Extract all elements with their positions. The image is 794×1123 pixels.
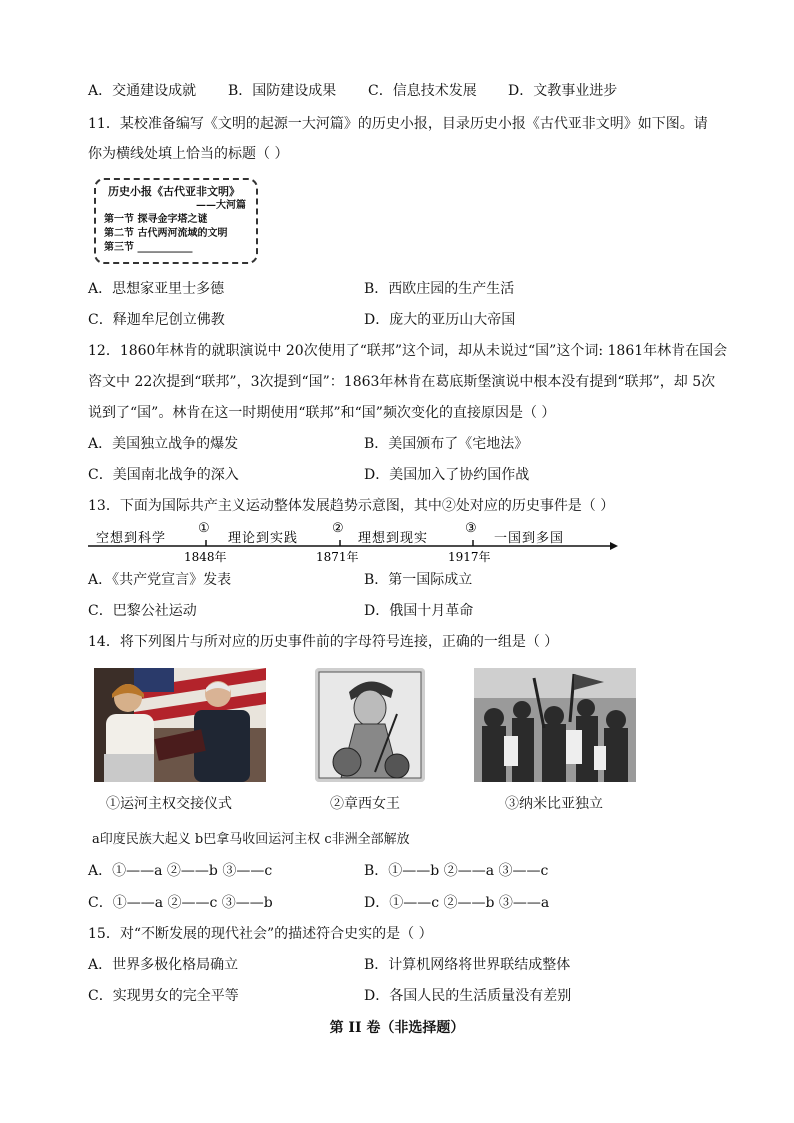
q14-options-row1 (88, 861, 708, 881)
timeline-seg2: 理论到实践 (228, 531, 299, 546)
rani-jhansi-portrait (315, 668, 425, 782)
q14-option-b: B．①——b ②——a ③——c (364, 863, 549, 879)
timeline-year-3: 1917年 (448, 550, 491, 564)
q12-option-c: C．美国南北战争的深入 (88, 467, 239, 483)
box-title: 历史小报《古代亚非文明》 (108, 185, 240, 198)
q10-options (88, 80, 708, 100)
timeline-marker-1: ① (198, 521, 210, 536)
q15-option-c: C．实现男女的完全平等 (88, 988, 239, 1004)
box-item1: 第一节 探寻金字塔之谜 (104, 214, 208, 225)
q12-option-d: D．美国加入了协约国作战 (364, 467, 530, 483)
box-item3: 第三节 ___________ (104, 242, 193, 253)
q10-option-a: A．交通建设成就 (88, 83, 197, 99)
q10-option-d: D．文教事业进步 (508, 83, 618, 99)
q11-option-b: B．西欧庄园的生产生活 (364, 281, 515, 297)
q13-option-d: D．俄国十月革命 (364, 603, 474, 619)
timeline-seg3: 理想到现实 (358, 531, 429, 546)
timeline-year-2: 1871年 (316, 550, 359, 564)
caption-2: ②章西女王 (330, 796, 400, 812)
q12-option-a: A．美国独立战争的爆发 (88, 436, 239, 452)
q15-options-row1 (88, 955, 708, 975)
q12-stem-line2: 咨文中 22次提到“联邦”，3次提到“国”：1863年林肯在葛底斯堡演说中根本没有提到“联邦”，却 5次 (88, 374, 716, 390)
q13-options-row1 (88, 570, 708, 590)
namibia-independence-photo (474, 668, 636, 782)
q11-option-c: C．释迦牟尼创立佛教 (88, 312, 225, 328)
q11-option-a: A．思想家亚里士多德 (88, 281, 225, 297)
q11-options-row1 (88, 279, 708, 299)
canal-handover-photo (94, 668, 266, 782)
q15-stem: 15．对“不断发展的现代社会”的描述符合史实的是（ ） (88, 926, 433, 942)
q15-option-a: A．世界多极化格局确立 (88, 957, 239, 973)
timeline-seg1: 空想到科学 (96, 531, 167, 546)
q14-option-a: A．①——a ②——b ③——c (88, 863, 273, 879)
q10-option-c: C．信息技术发展 (368, 83, 477, 99)
q14-option-d: D．①——c ②——b ③——a (364, 895, 550, 911)
q13-option-a: A．《共产党宣言》发表 (88, 572, 232, 588)
box-item2: 第二节 古代两河流域的文明 (104, 228, 228, 239)
timeline-seg4: 一国到多国 (494, 531, 565, 546)
q11-stem-line1: 11．某校准备编写《文明的起源一大河篇》的历史小报，目录历史小报《古代亚非文明》如下图。请 (88, 116, 708, 132)
q11-newspaper-box (94, 178, 258, 264)
q11-option-d: D．庞大的亚历山大帝国 (364, 312, 516, 328)
q14-option-c: C．①——a ②——c ③——b (88, 895, 273, 911)
q13-stem: 13．下面为国际共产主义运动整体发展趋势示意图，其中②处对应的历史事件是（ ） (88, 498, 615, 514)
q12-stem-line1: 12．1860年林肯的就职演说中 20次使用了“联邦”这个词，却从未说过“国”这个词: 1861年林肯在国会 (88, 343, 728, 359)
box-subtitle: ——大河篇 (196, 200, 246, 211)
q13-option-c: C．巴黎公社运动 (88, 603, 197, 619)
timeline-year-1: 1848年 (184, 550, 227, 564)
q12-options-row1 (88, 434, 708, 454)
caption-3: ③纳米比亚独立 (505, 796, 603, 812)
q14-options-row2 (88, 893, 708, 913)
q13-option-b: B．第一国际成立 (364, 572, 473, 588)
section-title: 第 II 卷（非选择题） (329, 1020, 465, 1036)
q14-events-list: a印度民族大起义 b巴拿马收回运河主权 c非洲全部解放 (92, 832, 410, 847)
q12-options-row2 (88, 465, 708, 485)
q14-stem: 14．将下列图片与所对应的历史事件前的字母符号连接，正确的一组是（ ） (88, 634, 559, 650)
q15-option-d: D．各国人民的生活质量没有差别 (364, 988, 572, 1004)
q11-stem-line2: 你为横线处填上恰当的标题（ ） (88, 146, 289, 162)
q15-options-row2 (88, 986, 708, 1006)
q12-option-b: B．美国颁布了《宅地法》 (364, 436, 529, 452)
timeline-marker-3: ③ (465, 521, 477, 536)
q13-timeline-diagram (88, 520, 620, 564)
timeline-arrowhead (610, 542, 618, 550)
q10-option-b: B．国防建设成果 (228, 83, 337, 99)
timeline-marker-2: ② (332, 521, 344, 536)
q12-stem-line3: 说到了“国”。林肯在这一时期使用“联邦”和“国”频次变化的直接原因是（ ） (88, 405, 556, 421)
q11-options-row2 (88, 310, 708, 330)
caption-1: ①运河主权交接仪式 (106, 796, 232, 812)
q13-options-row2 (88, 601, 708, 621)
q15-option-b: B．计算机网络将世界联结成整体 (364, 957, 571, 973)
